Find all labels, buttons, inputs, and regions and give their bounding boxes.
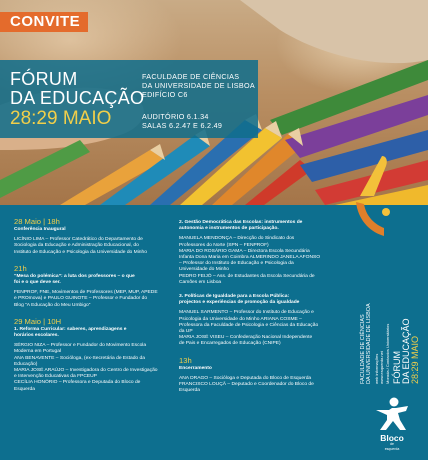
vertical-forum-dates: 28:29 MAIO <box>410 335 420 384</box>
speaker-line: e PROmova) e PAULO GUINOTE – Professor e Fundador do <box>14 296 148 302</box>
section-title: 1. Reforma Curricular: saberes, aprendizagens e <box>14 326 127 332</box>
speaker-line: ANA BENAVENTE – Socióloga, (ex-Secretária de Estado da <box>14 355 145 361</box>
section-title: Conferência Inaugural <box>14 227 66 232</box>
section-title: autonomia e instrumentos de participação. <box>179 226 279 232</box>
speaker-line: Universidade do Minho <box>179 267 230 273</box>
speaker-line: Professora da Faculdade de Psicologia e Ciências da Educação <box>179 322 319 328</box>
forum-title-line2: DA EDUCAÇÃO <box>10 88 145 108</box>
speaker-line: – Professor do Instituto de Educação e Psicologia da <box>179 261 294 267</box>
speaker-line: Instituto de Educação e Psicologia da Universidade do Minho <box>14 249 147 255</box>
speaker-line: Educação) <box>14 361 38 367</box>
vertical-line: Morada / Contactos Universitários <box>385 323 390 384</box>
bloco-star-icon <box>372 396 412 432</box>
speaker-line: Camões em Lisboa <box>179 279 222 285</box>
bloco-sub: esquerda <box>384 447 400 451</box>
speaker-line: e Intervenção Educativas da FPCEUP <box>14 374 97 380</box>
speaker-line: da UP <box>179 329 193 335</box>
section-title: projectos e experiências de promoção da igualdade <box>179 300 300 306</box>
bloco-name <box>372 434 412 452</box>
program-column-2 <box>179 217 347 394</box>
forum-title-line1: FÓRUM <box>10 69 78 89</box>
title-box <box>0 60 258 138</box>
speaker-line: Sociologia da Educação e Administração Educacional, do <box>14 243 139 249</box>
speaker-line: Psicologia da Universidade do Minho ARIANA COSME – <box>179 316 302 322</box>
venue-line: DA UNIVERSIDADE DE LISBOA <box>142 81 255 90</box>
convite-badge: CONVITE <box>0 12 88 32</box>
speaker-line: MARIA DO ROSÁRIO GAMA – Directora Escola Secundária <box>179 248 310 254</box>
section-heading: 21h <box>14 263 27 273</box>
vertical-line: www.esquerda.net <box>379 351 384 384</box>
speaker-line: FRANCISCO LOUÇÃ – Deputado e Coordenador do Bloco de <box>179 382 314 388</box>
room-line: SALAS 6.2.47 E 6.2.49 <box>142 121 223 130</box>
section-heading: 28 Maio | 18h <box>14 217 60 226</box>
vertical-forum-line2: DA EDUCAÇÃO <box>401 318 411 384</box>
section-heading: 29 Maio | 10H <box>14 316 62 326</box>
program-column-1 <box>14 217 172 393</box>
speaker-line: Blog “A Educação do Meu Umbigo” <box>14 302 91 308</box>
section-title: foi e o que deve ser. <box>14 280 61 286</box>
section-heading: 13h <box>179 355 192 365</box>
bloco-name-line2: de <box>390 442 394 446</box>
speaker-line: Esquerda <box>14 386 35 392</box>
speaker-line: SÉRGIO NIZA – Professor e Fundador do Movimento Escola <box>14 343 147 349</box>
vertical-forum-line1: FÓRUM <box>392 351 402 384</box>
speaker-line: ANA DRAGO – Socióloga e Deputada do Bloco de Esquerda <box>179 375 312 381</box>
section-title: “Mesa do polémica”: a luta dos professores – o que <box>14 273 135 279</box>
vertical-line: FACULDADE DE CIÊNCIAS <box>360 314 366 384</box>
speaker-line: de Pais e Encarregados de Educação (CNIPE) <box>179 341 281 347</box>
venue-text <box>142 72 255 99</box>
speaker-line: Infanta Dona Maria em Coimbra ALMERINDO JANELA AFONSO <box>179 255 321 261</box>
speaker-line: FENPROF, FNE, Movimentos de Professores (MEP, MUP, APEDE <box>14 290 158 296</box>
venue-line: FACULDADE DE CIÊNCIAS <box>142 72 240 81</box>
speaker-line: Professores do Norte (SPN – FENPROF) <box>179 242 269 248</box>
vertical-line: web informações <box>374 353 379 384</box>
venue-line: EDIFÍCIO C6 <box>142 90 188 99</box>
speaker-line: PEDRO FEIJÓ – Ass. de Estudantes da Escola Secundária de <box>179 273 315 279</box>
section-title: horários escolares. <box>14 333 59 339</box>
rooms-text <box>142 112 222 130</box>
vertical-line: DA UNIVERSIDADE DE LISBOA <box>366 303 372 384</box>
speaker-line: CECÍLIA HONÓRIO – Professora e Deputada do Bloco de <box>14 380 141 386</box>
room-line: AUDITÓRIO 6.1.34 <box>142 112 209 121</box>
vertical-info-block <box>350 226 420 386</box>
forum-dates: 28:29 MAIO <box>10 108 112 129</box>
speaker-line: LICÍNIO LIMA – Professor Catedrático do Departamento de <box>14 237 143 243</box>
speaker-line: Esquerda <box>179 388 200 394</box>
section-title: 2. Gestão Democrática das Escolas: instrumentos de <box>179 220 303 225</box>
speaker-line: MANUELA MENDONÇA – Direcção do Sindicato dos <box>179 236 295 242</box>
bloco-de-esquerda-logo <box>372 396 412 456</box>
speaker-line: MARIA JOSÉ ARAÚJO – Investigadora do Centro de Investigação <box>14 368 158 374</box>
speaker-line: Moderna em Portugal <box>14 349 62 355</box>
section-title: Encerramento <box>179 365 212 371</box>
section-title: 3. Políticas de Igualdade para a Escola Pública: <box>179 294 290 300</box>
speaker-line: MANUEL SARMENTO – Professor do Instituto de Educação e <box>179 310 314 316</box>
forum-title <box>10 70 144 108</box>
bloco-name-line1: Bloco <box>380 433 404 443</box>
speaker-line: MARIA JOSÉ VISEU – Confederação Nacional Independente <box>179 335 313 341</box>
